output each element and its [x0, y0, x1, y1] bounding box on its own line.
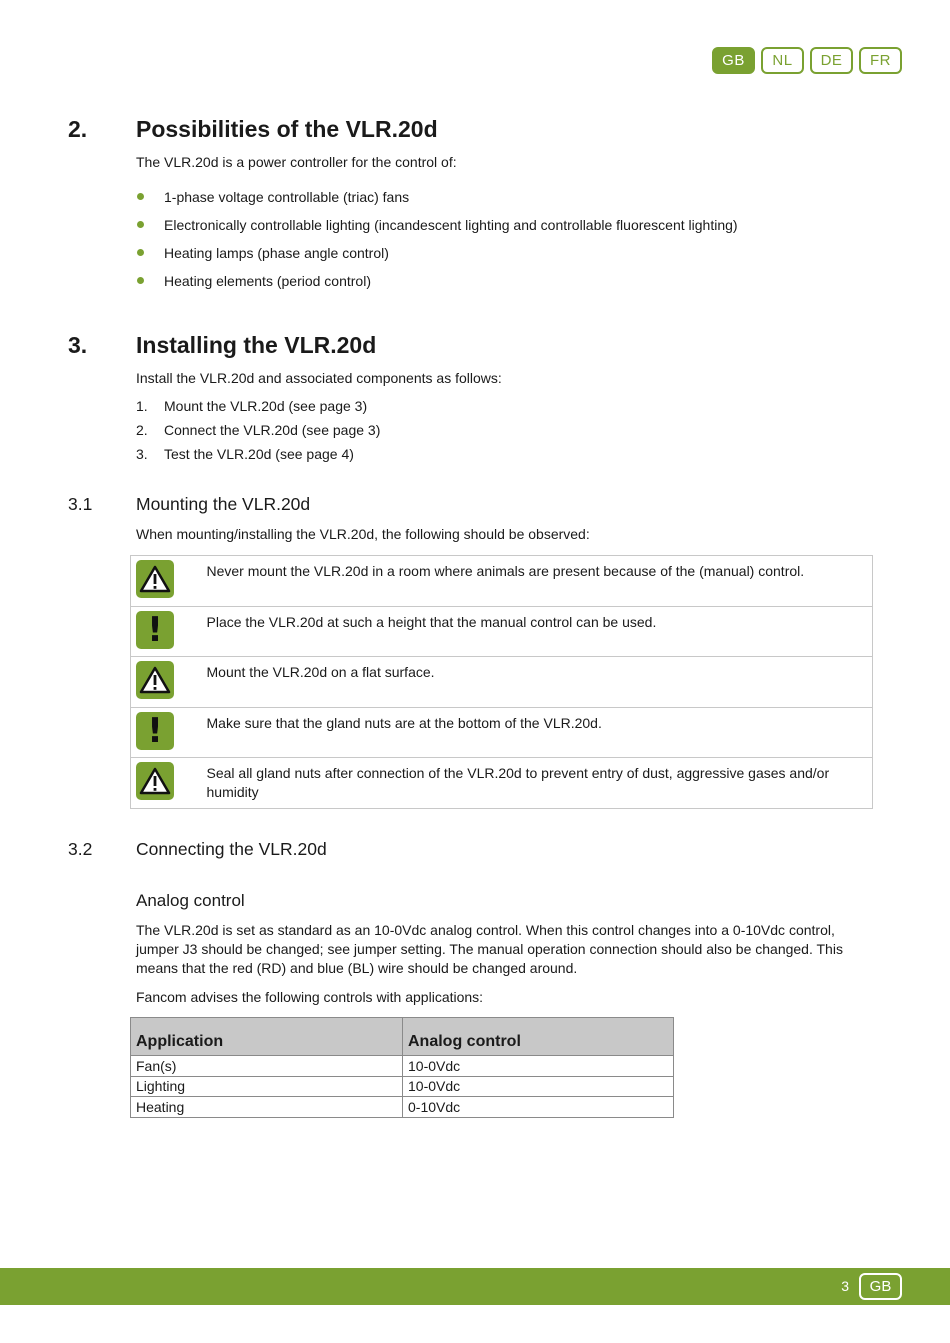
lang-tab-fr[interactable]: FR	[859, 47, 902, 74]
list-item: 3. Test the VLR.20d (see page 4)	[136, 446, 354, 462]
table-cell: Lighting	[131, 1076, 403, 1097]
table-cell: 0-10Vdc	[403, 1097, 674, 1118]
footer-language-badge: GB	[859, 1273, 902, 1300]
table-row	[131, 556, 873, 607]
analog-control-subheading: Analog control	[136, 891, 245, 910]
application-table	[130, 1017, 674, 1118]
lang-tab-gb[interactable]: GB	[712, 47, 755, 74]
page-number: 3	[841, 1278, 849, 1294]
notice-text: Place the VLR.20d at such a height that the manual control can be used.	[207, 606, 873, 657]
table-row	[131, 1056, 674, 1077]
page-footer	[0, 1268, 950, 1305]
notice-text: Mount the VLR.20d on a flat surface.	[207, 657, 873, 708]
table-row	[131, 707, 873, 758]
table-cell: Fan(s)	[131, 1056, 403, 1077]
language-selector	[712, 47, 902, 74]
warning-triangle-icon	[136, 560, 174, 598]
mounting-notices-table	[130, 555, 873, 809]
exclamation-icon: !	[136, 712, 174, 750]
section-2-bullet-list	[136, 188, 738, 300]
table-row	[131, 758, 873, 809]
section-title: Installing the VLR.20d	[136, 332, 377, 358]
column-header: Analog control	[403, 1018, 674, 1056]
section-number: 2.	[68, 116, 88, 142]
section-3-step-list	[136, 397, 380, 469]
table-cell: 10-0Vdc	[403, 1056, 674, 1077]
section-3-intro: Install the VLR.20d and associated components as follows:	[136, 370, 502, 386]
notice-text: Make sure that the gland nuts are at the bottom of the VLR.20d.	[207, 707, 873, 758]
list-item: 1. Mount the VLR.20d (see page 3)	[136, 398, 368, 414]
list-item: Heating elements (period control)	[136, 272, 738, 300]
section-title: Mounting the VLR.20d	[136, 494, 311, 514]
table-header-row	[131, 1018, 674, 1056]
notice-text: Seal all gland nuts after connection of the VLR.20d to prevent entry of dust, aggressive gases and/or humidity	[207, 758, 873, 809]
lang-tab-de[interactable]: DE	[810, 47, 853, 74]
section-number: 3.1	[68, 494, 93, 514]
list-item: Electronically controllable lighting (incandescent lighting and controllable fluorescent lighting)	[136, 216, 738, 244]
advice-text: Fancom advises the following controls with applications:	[136, 989, 484, 1005]
warning-triangle-icon	[136, 762, 174, 800]
section-title: Possibilities of the VLR.20d	[136, 116, 438, 142]
section-3-1-intro: When mounting/installing the VLR.20d, the following should be observed:	[136, 526, 590, 542]
section-number: 3.	[68, 332, 88, 358]
analog-control-paragraph: The VLR.20d is set as standard as an 10-0Vdc analog control. When this control changes into a 0-10Vdc control, jumper J3 should be changed; see jumper setting. The manual operation connection should also be changed. This means that the red (RD) and blue (BL) wire should be changed around.	[136, 922, 843, 976]
table-row	[131, 606, 873, 657]
section-title: Connecting the VLR.20d	[136, 839, 327, 859]
section-2-intro: The VLR.20d is a power controller for the control of:	[136, 154, 457, 170]
list-item: 2. Connect the VLR.20d (see page 3)	[136, 422, 381, 438]
table-cell: 10-0Vdc	[403, 1076, 674, 1097]
list-item: 1-phase voltage controllable (triac) fans	[136, 188, 738, 216]
lang-tab-nl[interactable]: NL	[761, 47, 804, 74]
section-number: 3.2	[68, 839, 93, 859]
notice-text: Never mount the VLR.20d in a room where animals are present because of the (manual) control.	[206, 563, 805, 579]
table-row	[131, 1097, 674, 1118]
exclamation-icon: !	[136, 611, 174, 649]
table-cell: Heating	[131, 1097, 403, 1118]
warning-triangle-icon	[136, 661, 174, 699]
column-header: Application	[131, 1018, 403, 1056]
table-row	[131, 657, 873, 708]
table-row	[131, 1076, 674, 1097]
list-item: Heating lamps (phase angle control)	[136, 244, 738, 272]
